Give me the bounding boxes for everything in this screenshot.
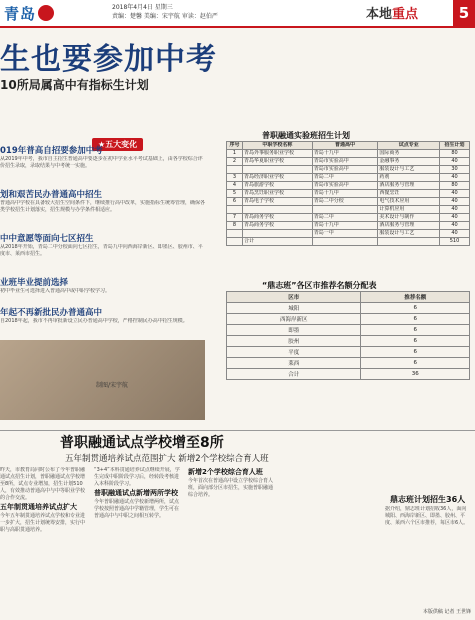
masthead: [0, 0, 475, 28]
plan-table-title: 普职融通实验班招生计划: [262, 131, 350, 140]
main-headline: 生也要参加中考: [0, 42, 217, 77]
column-header: 普通高中: [312, 142, 378, 150]
table-cell: 合计: [242, 238, 312, 246]
issue-date: 2018年4月4日 星期三: [112, 4, 173, 11]
table-row: [227, 206, 470, 214]
table-row: [227, 369, 470, 380]
table-cell: 青岛二中: [312, 174, 378, 182]
page-number: 5: [453, 0, 475, 26]
table-cell: 国际商务: [378, 150, 440, 158]
intro-heading: 中中意愿等面向七区招生: [0, 234, 94, 244]
article-paragraph: “3+4”本科贯通培养试点继续开展，学生完成中职阶段学习后，经转段考核进入本科阶段学习。: [94, 467, 180, 487]
table-cell: 美术设计与制作: [378, 214, 440, 222]
table-cell: 5: [227, 190, 243, 198]
table-cell: [312, 238, 378, 246]
table-cell: 40: [440, 230, 470, 238]
table-row: [227, 347, 470, 358]
intro-paragraph: 初中毕业生可选择进入普通高中或中职学校学习。: [0, 288, 111, 294]
table-cell: [242, 230, 312, 238]
table-cell: 青岛市实验高中: [312, 158, 378, 166]
table-cell: 青岛十九中: [312, 222, 378, 230]
table-cell: 6: [361, 336, 470, 347]
article-column: [0, 467, 86, 613]
table-cell: 6: [361, 325, 470, 336]
byline: 本版供稿 记者 王世锋: [422, 609, 471, 615]
intro-paragraph: 从2018年开始，青岛二中分校面向七区招生，青岛九中向西海岸新区、即墨区、胶州市、平度市、莱西市招生。: [0, 244, 203, 257]
table-cell: 6: [361, 347, 470, 358]
table-row: [227, 230, 470, 238]
plan-table: [226, 141, 470, 246]
table-cell: 40: [440, 174, 470, 182]
table-cell: 80: [440, 150, 470, 158]
table-row: [227, 314, 470, 325]
table-cell: 金融事务: [378, 158, 440, 166]
table-cell: [242, 206, 312, 214]
article-column: [385, 506, 471, 606]
table-cell: 西餐烹饪: [378, 190, 440, 198]
editor-credits: 责编：楚馨 美编：宋宇航 审读：赵伯严: [112, 13, 218, 20]
article-subheading: 新增2个学校综合育人班: [188, 468, 263, 476]
table-cell: 6: [361, 358, 470, 369]
table-header-row: [227, 292, 470, 303]
column-header: 试点专业: [378, 142, 440, 150]
table-cell: 2: [227, 158, 243, 166]
intro-heading: 019年普高自招要参加中考: [0, 146, 103, 156]
table-cell: 电气技术应用: [378, 198, 440, 206]
table-cell: 青岛二中: [312, 214, 378, 222]
table-cell: 6: [227, 198, 243, 206]
issue-meta: [112, 3, 218, 21]
article-column: [188, 467, 274, 613]
table-row: [227, 214, 470, 222]
table-cell: 酒店服务与管理: [378, 222, 440, 230]
section-highlight: 重点: [392, 7, 419, 22]
table-cell: 青岛旅游学校: [242, 182, 312, 190]
five-changes-badge: ★五大变化: [92, 138, 143, 151]
table-row: [227, 150, 470, 158]
table-cell: 服装设计与工艺: [378, 166, 440, 174]
table-cell: 青岛市实验高中: [312, 182, 378, 190]
table-cell: 青岛商务学校: [242, 222, 312, 230]
quota-table-title: “鼎志班”各区市推荐名额分配表: [262, 281, 377, 290]
table-cell: 7: [227, 214, 243, 222]
lower-headline: 普职融通试点学校增至8所: [60, 435, 224, 451]
table-cell: [378, 238, 440, 246]
table-row: [227, 182, 470, 190]
table-cell: 计算机应用: [378, 206, 440, 214]
article-paragraph: 今年普职融通试点学校新增两所，试点学校按照普通高中学籍管理，学生可在普通高中与中职之间相互转学。: [94, 499, 180, 519]
intro-blocks: [0, 140, 205, 332]
table-cell: 6: [361, 314, 470, 325]
table-cell: [227, 206, 243, 214]
column-header: 中职学校名称: [242, 142, 312, 150]
table-cell: 510: [440, 238, 470, 246]
table-cell: 40: [440, 190, 470, 198]
table-row: [227, 325, 470, 336]
table-cell: 40: [440, 206, 470, 214]
table-row: [227, 238, 470, 246]
article-paragraph: 今年首次在普通高中设立学校综合育人班，面向部分区市招生，实施普职融通综合培养。: [188, 478, 274, 498]
article-paragraph: 今年五年制贯通培养试点学校和专业进一步扩大，招生计划统筹安排，实行中职与高职贯通培养。: [0, 513, 86, 533]
right-subheading: 鼎志班计划招生36人: [390, 495, 466, 504]
intro-heading: 年起不再新批民办普通高中: [0, 308, 103, 318]
column-header: 推荐名额: [361, 292, 470, 303]
table-cell: 合计: [227, 369, 361, 380]
table-cell: 西海岸新区: [227, 314, 361, 325]
intro-heading: 业班毕业提前选择: [0, 278, 69, 288]
intro-heading: 划和艰苦民办普通高中招生: [0, 190, 103, 200]
table-cell: 即墨: [227, 325, 361, 336]
table-cell: [227, 230, 243, 238]
table-row: [227, 336, 470, 347]
table-cell: 8: [227, 222, 243, 230]
table-row: [227, 303, 470, 314]
quota-table: [226, 291, 470, 380]
table-cell: 青岛烹饪职业学校: [242, 190, 312, 198]
section-divider: [0, 430, 475, 431]
lower-subheadline: 五年制贯通培养试点范围扩大 新增2个学校综合育人班: [65, 454, 269, 464]
table-cell: 青岛十九中: [312, 190, 378, 198]
table-cell: 药剂: [378, 174, 440, 182]
logo-text: 青岛: [4, 4, 37, 23]
table-row: [227, 174, 470, 182]
table-cell: [227, 166, 243, 174]
table-row: [227, 190, 470, 198]
table-cell: 青岛二中分校: [312, 198, 378, 206]
table-row: [227, 166, 470, 174]
table-cell: 40: [440, 222, 470, 230]
column-header: 序号: [227, 142, 243, 150]
column-header: 区市: [227, 292, 361, 303]
table-cell: [312, 206, 378, 214]
photo-caption: 制图/宋宇航: [96, 382, 129, 389]
table-cell: [242, 166, 312, 174]
table-cell: 40: [440, 158, 470, 166]
intro-paragraph: 自2018年起，我市不再审批新设立民办普通高中学校，严格控制民办高中招生规模。: [0, 318, 188, 324]
table-cell: 青岛市实验高中: [312, 166, 378, 174]
table-cell: 青岛十九中: [312, 150, 378, 158]
table-cell: 4: [227, 182, 243, 190]
article-paragraph: 据介绍，鼎志班计划招收36人，面向城阳、西海岸新区、即墨、胶州、平度、莱西六个区市推荐，每区市6人。: [385, 506, 469, 526]
column-header: 招生计划: [440, 142, 470, 150]
table-cell: 青岛华夏职业学校: [242, 158, 312, 166]
table-cell: 青岛外事服务职业学校: [242, 150, 312, 158]
table-cell: 青岛经济职业学校: [242, 174, 312, 182]
newspaper-logo: [4, 3, 54, 23]
article-subheading: 普职融通试点新增两所学校: [94, 489, 178, 497]
article-subheading: 五年制贯通培养试点扩大: [0, 503, 77, 511]
main-subheadline: 10所局属高中有指标生计划: [0, 78, 149, 92]
table-header-row: [227, 142, 470, 150]
table-cell: 6: [361, 303, 470, 314]
table-cell: 30: [440, 166, 470, 174]
table-row: [227, 222, 470, 230]
table-cell: 胶州: [227, 336, 361, 347]
section-label: 本地: [366, 7, 393, 22]
table-cell: 80: [440, 182, 470, 190]
table-cell: 1: [227, 150, 243, 158]
article-paragraph: 昨天，市教育局同时公布了今年普职融通试点招生计划，普职融通试点学校增至8所，试点专业增加，招生计划510人，有效推动普通高中与中等职业学校的合作交流。: [0, 467, 86, 501]
table-cell: 城阳: [227, 303, 361, 314]
table-row: [227, 358, 470, 369]
table-cell: 青岛商务学校: [242, 214, 312, 222]
table-cell: 莱西: [227, 358, 361, 369]
table-cell: 服装设计与工艺: [378, 230, 440, 238]
table-cell: 酒店服务与管理: [378, 182, 440, 190]
table-cell: 40: [440, 198, 470, 206]
article-column: [94, 467, 180, 613]
logo-badge-icon: [38, 5, 54, 21]
table-cell: 青岛一中: [312, 230, 378, 238]
table-cell: 40: [440, 214, 470, 222]
table-row: [227, 158, 470, 166]
table-cell: 3: [227, 174, 243, 182]
table-row: [227, 198, 470, 206]
intro-paragraph: 从2019年中考，我市自主招生普通高中要逐步在初中学业水平考试基础上，由各学校综合评价招生录取，录取结果与中考统一实施。: [0, 156, 203, 169]
table-cell: 平度: [227, 347, 361, 358]
intro-paragraph: 普通高中学校在具备较大招生空间条件下，继续推行高中改革，实施指标生统筹管理，确保各类学校招生计划落实，招生规模与办学条件相适应。: [0, 200, 205, 213]
table-cell: [227, 238, 243, 246]
table-cell: 36: [361, 369, 470, 380]
table-cell: 青岛电子学校: [242, 198, 312, 206]
section-title: [366, 3, 418, 22]
